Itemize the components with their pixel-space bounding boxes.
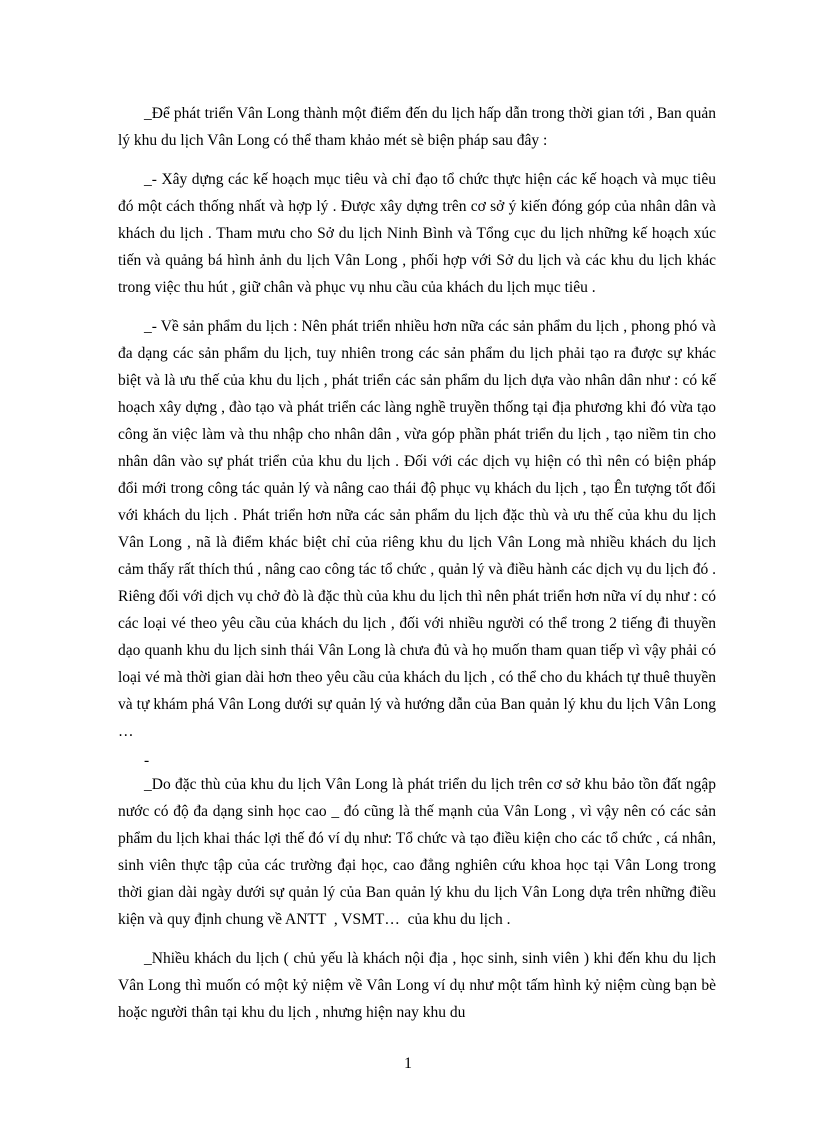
dash-marker: - [144, 752, 150, 769]
paragraph-intro: _Để phát triển Vân Long thành một điểm đến du lịch hấp dẫn trong thời gian tới , Ban quản lý khu du lịch Vân Long có thể tham khảo mét sè biện pháp sau đây : [118, 105, 720, 149]
paragraph-souvenir: _Nhiều khách du lịch ( chủ yếu là khách nội địa , học sinh, sinh viên ) khi đến khu du lịch Vân Long thì muốn có một kỷ niệm về Vân Long ví dụ như một tấm hình kỷ niệm cùng bạn bè hoặc người thân tại khu du lịch , nhưng hiện nay khu du [118, 950, 720, 1021]
paragraph-products: _- Về sản phẩm du lịch : Nên phát triển nhiều hơn nữa các sản phẩm du lịch , phong phó và đa dạng các sản phẩm du lịch, tuy nhiên trong các sản phẩm du lịch phải tạo ra được sự khác biệt và là ưu thế của khu du lịch , phát triển các sản phẩm du lịch dựa vào nhân dân như : có kế hoạch xây dựng , đào tạo và phát triển các làng nghề truyền thống tại địa phương khi đó vừa tạo công ăn việc làm và thu nhập cho nhân dân , vừa góp phần phát triển du lịch , tạo niềm tin cho nhân dân vào sự phát triển của khu du lịch . Đối với các dịch vụ hiện có thì nên có biện pháp đổi mới trong công tác quản lý và nâng cao thái độ phục vụ khách du lịch , tạo Ên tượng tốt đối với khách du lịch . Phát triển hơn nữa các sản phẩm du lịch đặc thù và ưu thế của khu du lịch Vân Long , nã là điểm khác biệt chỉ của riêng khu du lịch Vân Long mà nhiều khách du lịch cảm thấy rất thích thú , nâng cao công tác tổ chức , quản lý và điều hành các dịch vụ du lịch đó . Riêng đối với dịch vụ chở đò là đặc thù của khu du lịch thì nên phát triển hơn nữa ví dụ như : có các loại vé theo yêu cầu của khách du lịch , đối với nhiều người có thể trong 2 tiếng đi thuyền dạo quanh khu du lịch sinh thái Vân Long là chưa đủ và họ muốn tham quan tiếp vì vậy phải có loại vé mà thời gian dài hơn theo yêu cầu của khách du lịch , có thể cho du khách tự thuê thuyền và tự khám phá Vân Long dưới sự quản lý và hướng dẫn của Ban quản lý khu du lịch Vân Long … [118, 318, 720, 740]
page-number: 1 [404, 1055, 412, 1072]
paragraph-ecotourism: _Do đặc thù của khu du lịch Vân Long là phát triển du lịch trên cơ sở khu bảo tồn đất ngập nước có độ đa dạng sinh học cao _ đó cũng là thế mạnh của Vân Long , vì vậy nên có các sản phẩm du lịch khai thác lợi thế đó ví dụ như: Tổ chức và tạo điều kiện cho các tổ chức , cá nhân, sinh viên thực tập của các trường đại học, cao đẳng nghiên cứu khoa học tại Vân Long trong thời gian dài ngày dưới sự quản lý của Ban quản lý khu du lịch Vân Long dựa trên những điều kiện và quy định chung về ANTT , VSMT… của khu du lịch . [118, 776, 720, 928]
document-body [118, 100, 720, 1038]
paragraph-planning: _- Xây dựng các kế hoạch mục tiêu và chỉ đạo tổ chức thực hiện các kế hoạch và mục tiêu đó một cách thống nhất và hợp lý . Được xây dựng trên cơ sở ý kiến đóng góp của nhân dân và khách du lịch . Tham mưu cho Sở du lịch Ninh Bình và Tổng cục du lịch những kế hoạch xúc tiến và quảng bá hình ảnh du lịch Vân Long , phối hợp với Sở du lịch và các khu du lịch khác trong việc thu hút , giữ chân và phục vụ nhu cầu của khách du lịch mục tiêu . [118, 171, 720, 296]
